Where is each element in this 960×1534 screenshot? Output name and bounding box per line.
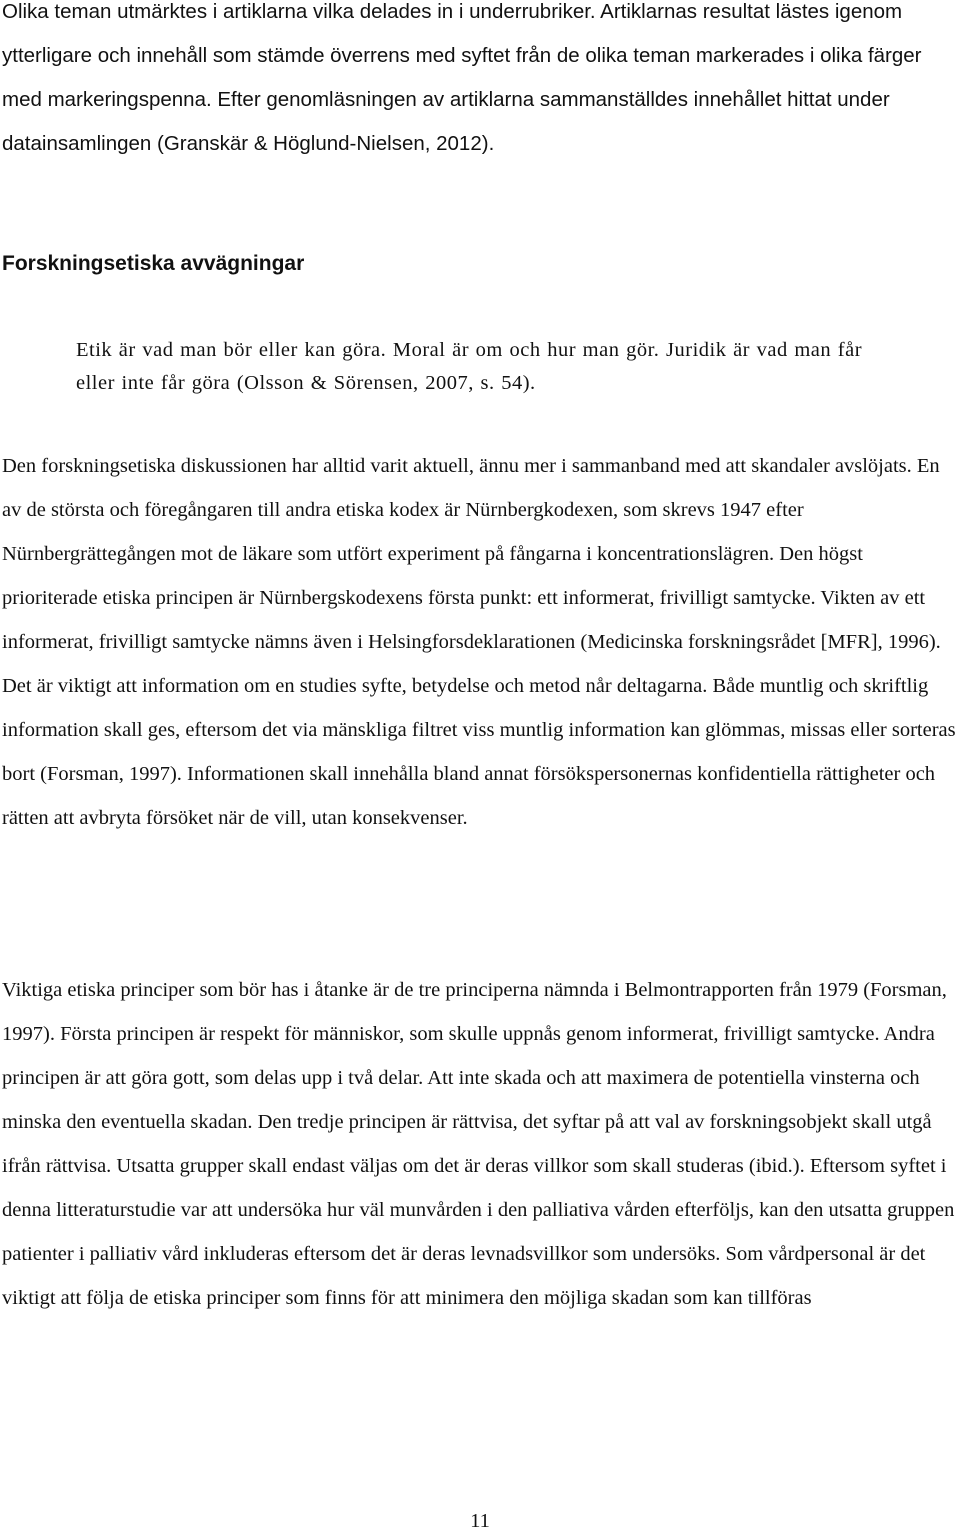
intro-paragraph: Olika teman utmärktes i artiklarna vilka delades in i underrubriker. Artiklarnas resultat lästes igenom ytterligare och innehåll som stämde överrens med syftet från de olika teman markerades i olika färger med markeringspenna. Efter genomläsningen av artiklarna sammanställdes innehållet hittat under datainsamlingen (Granskär & Höglund-Nielsen, 2012). (2, 0, 922, 155)
section-heading: Forskningsetiska avvägningar (2, 252, 305, 275)
page-number: 11 (470, 1510, 490, 1532)
quote-paragraph: Etik är vad man bör eller kan göra. Moral är om och hur man gör. Juridik är vad man får eller inte får göra (Olsson & Sörensen, 2007, s. 54). (76, 339, 863, 394)
principles-paragraph: Viktiga etiska principer som bör has i åtanke är de tre principerna nämnda i Belmontrapporten från 1979 (Forsman, 1997). Första principen är respekt för människor, som skulle uppnås genom informerat, frivilligt samtycke. Andra principen är att göra gott, som delas upp i två delar. Att inte skada och att maximera de potentiella vinsterna och minska den eventuella skadan. Den tredje principen är rättvisa, det syftar på att val av forskningsobjekt skall utgå ifrån rättvisa. Utsatta grupper skall endast väljas om det är deras villkor som skall studeras (ibid.). Eftersom syftet i denna litteraturstudie var att undersöka hur väl munvården i den palliativa vården efterföljs, kan den utsatta gruppen patienter i palliativ vård inkluderas eftersom det är deras levnadsvillkor som undersöks. Som vårdpersonal är det viktigt att följa de etiska principer som finns för att minimera den möjliga skadan som kan tillföras (2, 979, 955, 1309)
ethics-paragraph: Den forskningsetiska diskussionen har alltid varit aktuell, ännu mer i sammanband med att skandaler avslöjats. En av de största och föregångaren till andra etiska kodex är Nürnbergkodexen, som skrevs 1947 efter Nürnbergrättegången mot de läkare som utfört experiment på fångarna i koncentrationslägren. Den högst prioriterade etiska principen är Nürnbergskodexens första punkt: ett informerat, frivilligt samtycke. Vikten av ett informerat, frivilligt samtycke nämns även i Helsingforsdeklarationen (Medicinska forskningsrådet [MFR], 1996). Det är viktigt att information om en studies syfte, betydelse och metod når deltagarna. Både muntlig och skriftlig information skall ges, eftersom det via mänskliga filtret viss muntlig information kan glömmas, missas eller sorteras bort (Forsman, 1997). Informationen skall innehålla bland annat försökspersonernas konfidentiella rättigheter och rätten att avbryta försöket när de vill, utan konsekvenser. (2, 455, 956, 829)
